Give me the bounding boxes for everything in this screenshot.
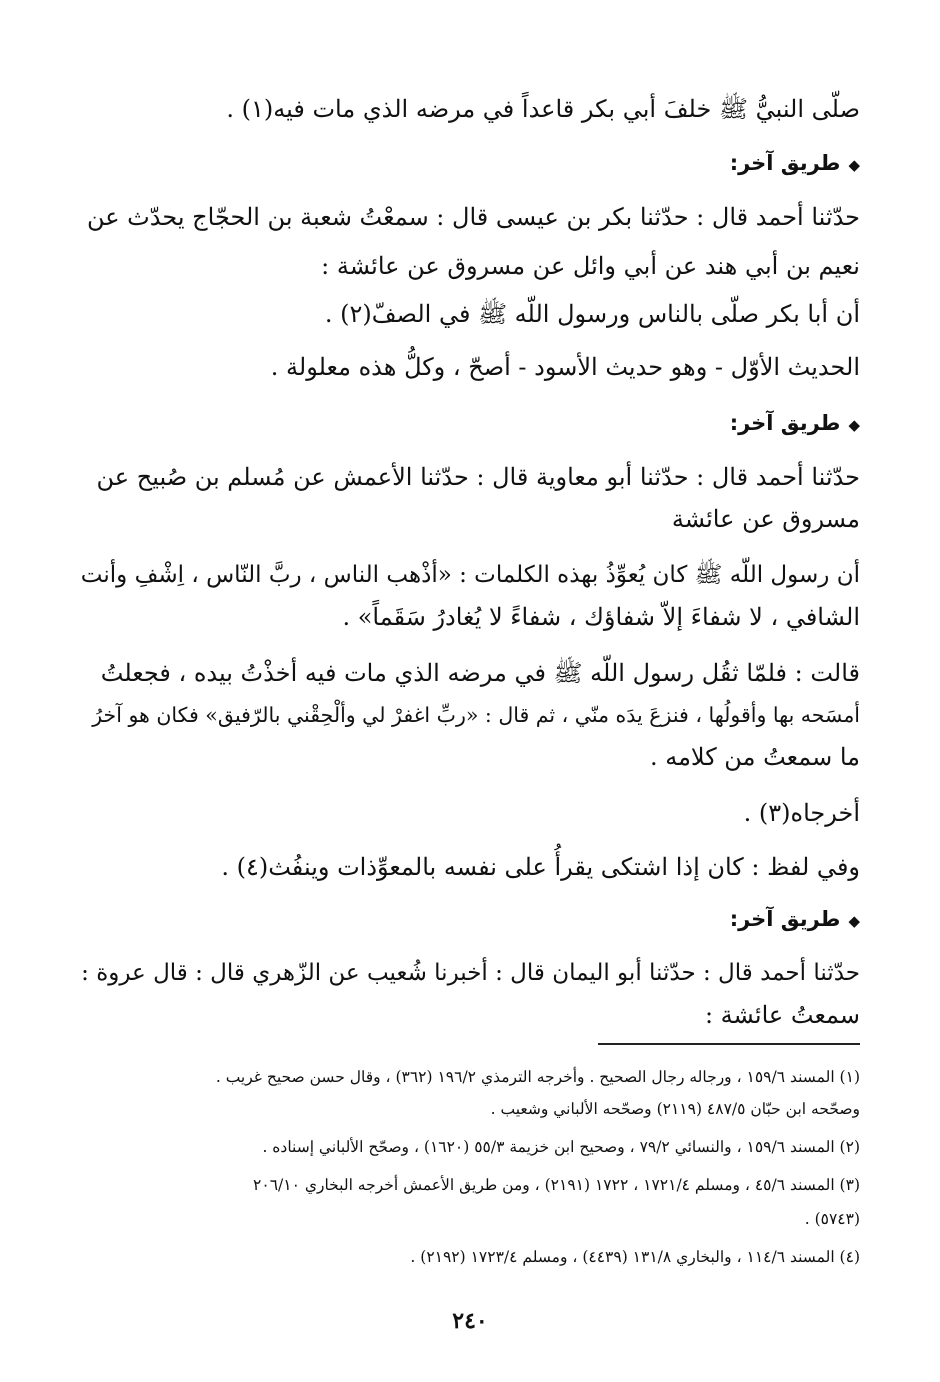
section-heading-label: طريق آخر: — [729, 151, 841, 175]
section-heading — [730, 146, 860, 182]
footnote-line: وصحّحه ابن حبّان ٤٨٧/٥ (٢١١٩) وصحّحه الألباني وشعيب . — [490, 1100, 860, 1118]
body-line: أن أبا بكر صلّى بالناس ورسول اللّه ﷺ في الصفّ(٢) . — [324, 300, 860, 328]
body-line: وفي لفظ : كان إذا اشتكى يقرأُ على نفسه بالمعوِّذات وينفُث(٤) . — [221, 853, 860, 881]
body-line: أخرجاه(٣) . — [743, 799, 860, 827]
body-line: حدّثنا أحمد قال : حدّثنا بكر بن عيسى قال : سمعْتُ شعبة بن الحجّاج يحدّث عن — [86, 203, 860, 231]
body-line: الحديث الأوّل - وهو حديث الأسود - أصحّ ، وكلُّ هذه معلولة . — [270, 353, 860, 381]
body-line: مسروق عن عائشة — [671, 505, 860, 533]
body-line: أمسَحه بها وأقولُها ، فنزعَ يدَه منّي ، ثم قال : «ربِّ اغفرْ لي وألْحِقْني بالرّفيق» فكان هو آخرُ — [92, 703, 860, 727]
body-line: حدّثنا أحمد قال : حدّثنا أبو اليمان قال : أخبرنا شُعيب عن الزّهري قال : قال عروة : — [81, 960, 860, 986]
footnote-line: (١) المسند ١٥٩/٦ ، ورجاله رجال الصحيح . وأخرجه الترمذي ١٩٦/٢ (٣٦٢) ، وقال حسن صحيح غريب . — [215, 1068, 860, 1086]
footnote-line: (٥٧٤٣) . — [804, 1210, 860, 1228]
body-line: الشافي ، لا شفاءَ إلاّ شفاؤك ، شفاءً لا يُغادرُ سَقَماً» . — [342, 603, 860, 631]
section-heading — [730, 902, 860, 938]
body-line: قالت : فلمّا ثقُل رسول اللّه ﷺ في مرضه الذي مات فيه أخذْتُ بيده ، فجعلتُ — [100, 659, 860, 687]
footnote-divider — [598, 1043, 860, 1045]
body-line: أن رسول اللّه ﷺ كان يُعوِّذُ بهذه الكلمات : «أذْهب الناس ، ربَّ النّاس ، اِشْفِ وأنت — [80, 562, 860, 588]
body-line: نعيم بن أبي هند عن أبي وائل عن مسروق عن عائشة : — [321, 252, 860, 280]
body-line: صلّى النبيُّ ﷺ خلفَ أبي بكر قاعداً في مرضه الذي مات فيه(١) . — [226, 95, 860, 123]
body-line: سمعتُ عائشة : — [704, 1001, 860, 1029]
footnote-line: (٢) المسند ١٥٩/٦ ، والنسائي ٧٩/٢ ، وصحيح ابن خزيمة ٥٥/٣ (١٦٢٠) ، وصحّح الألباني إسناده . — [262, 1138, 860, 1156]
diamond-bullet-icon: ◆ — [848, 156, 860, 174]
diamond-bullet-icon: ◆ — [848, 416, 860, 434]
section-heading-label: طريق آخر: — [729, 411, 841, 435]
body-line: حدّثنا أحمد قال : حدّثنا أبو معاوية قال : حدّثنا الأعمش عن مُسلم بن صُبيح عن — [96, 463, 860, 491]
section-heading-label: طريق آخر: — [729, 907, 841, 931]
section-heading — [730, 406, 860, 442]
footnote-line: (٣) المسند ٤٥/٦ ، ومسلم ١٧٢١/٤ ، ١٧٢٢ (٢١٩١) ، ومن طريق الأعمش أخرجه البخاري ٢٠٦/١٠ — [253, 1176, 860, 1194]
diamond-bullet-icon: ◆ — [848, 912, 860, 930]
footnote-line: (٤) المسند ١١٤/٦ ، والبخاري ١٣١/٨ (٤٤٣٩) ، ومسلم ١٧٢٣/٤ (٢١٩٢) . — [410, 1248, 860, 1266]
page-number: ٢٤٠ — [452, 1308, 488, 1334]
body-line: ما سمعتُ من كلامه . — [649, 743, 860, 771]
